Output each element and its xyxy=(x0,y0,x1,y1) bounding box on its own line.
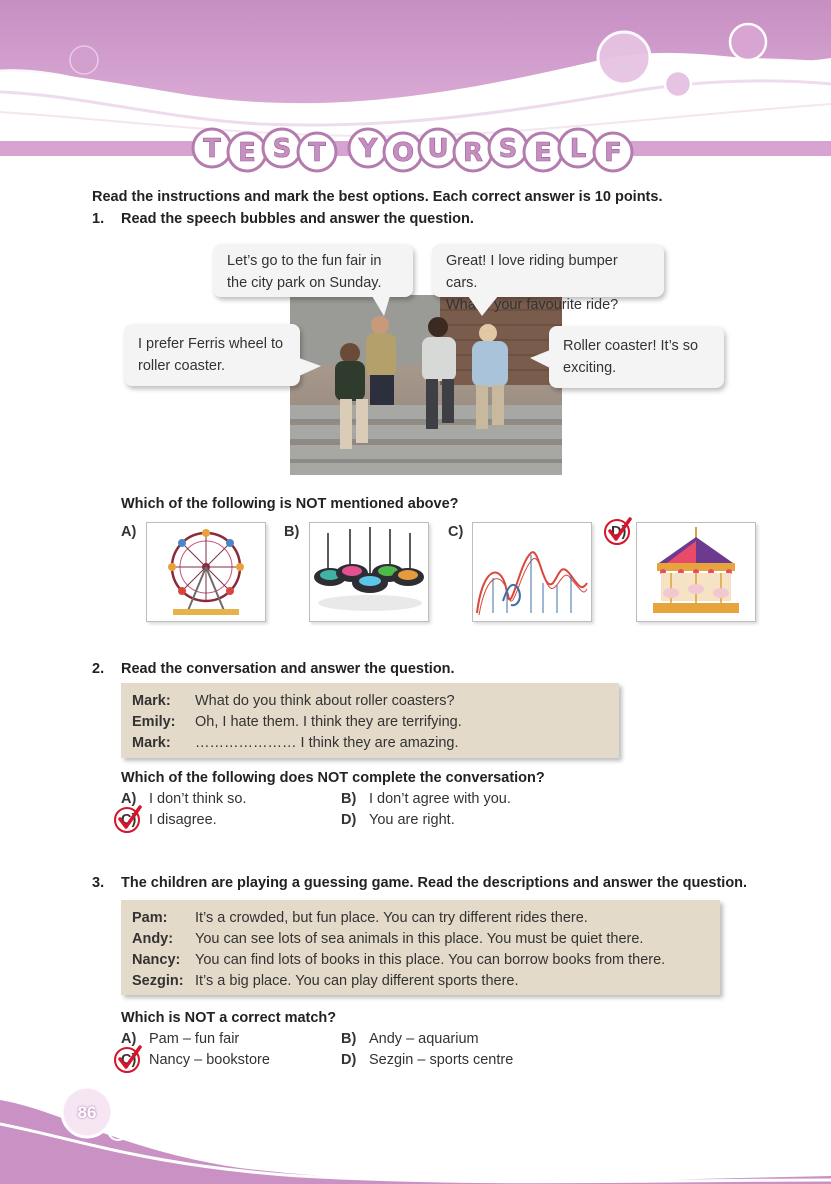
bumper-cars-icon xyxy=(310,523,428,621)
title-letter: Y xyxy=(358,134,378,164)
q2-option-d-letter[interactable]: D) xyxy=(341,812,357,828)
bubble-3-line2: roller coaster. xyxy=(138,358,226,374)
q1-prompt: Read the speech bubbles and answer the question. xyxy=(121,211,474,227)
bubble-4-line2: exciting. xyxy=(563,360,617,376)
instructions: Read the instructions and mark the best options. Each correct answer is 10 points. xyxy=(92,189,663,205)
carousel-icon xyxy=(637,523,755,621)
q3-option-a-text[interactable]: Pam – fun fair xyxy=(149,1031,240,1047)
q3-speaker-1: Pam: xyxy=(132,910,168,926)
q2-option-d-text[interactable]: You are right. xyxy=(369,812,455,828)
speech-bubble-1 xyxy=(213,244,413,297)
title-letter: R xyxy=(462,138,484,168)
q2-speaker-1: Mark: xyxy=(132,693,171,709)
bubble-1-line2: the city park on Sunday. xyxy=(227,275,382,291)
q2-number: 2. xyxy=(92,661,105,677)
q3-option-c-text[interactable]: Nancy – bookstore xyxy=(149,1052,270,1068)
checkmark-icon xyxy=(113,1044,143,1074)
title-letter: S xyxy=(272,134,292,164)
q2-line-2: Oh, I hate them. I think they are terrifying. xyxy=(195,714,462,730)
speech-bubble-3 xyxy=(124,324,300,386)
bubble-3-tail xyxy=(299,358,321,376)
q3-question: Which is NOT a correct match? xyxy=(121,1010,337,1026)
speech-bubble-2 xyxy=(432,244,664,313)
bubble-3-line1: I prefer Ferris wheel to xyxy=(138,336,284,352)
q2-option-a-letter[interactable]: A) xyxy=(121,791,137,807)
q3-line-3: You can find lots of books in this place. You can borrow books from there. xyxy=(195,952,666,968)
q2-conversation-panel xyxy=(121,683,619,758)
q2-option-c-text[interactable]: I disagree. xyxy=(149,812,217,828)
q2-option-c-letter[interactable]: C) xyxy=(121,812,137,828)
title-letter: T xyxy=(203,134,221,164)
q3-option-a-letter[interactable]: A) xyxy=(121,1031,137,1047)
photo-friends-on-steps xyxy=(290,295,562,475)
q1-option-b-image[interactable] xyxy=(309,522,429,622)
q1-option-d-image[interactable] xyxy=(636,522,756,622)
q3-descriptions-panel xyxy=(121,900,720,995)
q1-option-a-image[interactable] xyxy=(146,522,266,622)
roller-coaster-icon xyxy=(473,523,591,621)
q1-question: Which of the following is NOT mentioned above? xyxy=(121,496,459,512)
title-letter: S xyxy=(498,134,518,164)
q3-speaker-2: Andy: xyxy=(132,931,174,947)
q2-prompt: Read the conversation and answer the question. xyxy=(121,661,455,677)
q3-line-1: It’s a crowded, but fun place. You can try different rides there. xyxy=(195,910,588,926)
q2-question: Which of the following does NOT complete the conversation? xyxy=(121,770,545,786)
q3-speaker-3: Nancy: xyxy=(132,952,181,968)
q2-option-a-text[interactable]: I don’t think so. xyxy=(149,791,247,807)
q1-option-c-image[interactable] xyxy=(472,522,592,622)
q3-speaker-4: Sezgin: xyxy=(132,973,184,989)
q3-line-4: It’s a big place. You can play different sports there. xyxy=(195,973,519,989)
q3-option-b-text[interactable]: Andy – aquarium xyxy=(369,1031,479,1047)
title-letter: L xyxy=(569,134,587,164)
q2-option-b-letter[interactable]: B) xyxy=(341,791,357,807)
title-banner xyxy=(188,120,638,176)
footer-wave xyxy=(0,1080,831,1184)
q3-option-d-letter[interactable]: D) xyxy=(341,1052,357,1068)
title-letter: O xyxy=(391,138,415,168)
q2-option-b-text[interactable]: I don’t agree with you. xyxy=(369,791,511,807)
bubble-1-tail xyxy=(372,296,390,316)
test-yourself-title xyxy=(188,120,638,176)
page-number: 86 xyxy=(77,1103,97,1122)
q1-option-a-letter[interactable]: A) xyxy=(121,524,137,540)
bubble-2-tail xyxy=(468,296,498,316)
q2-line-3: ………………… I think they are amazing. xyxy=(195,735,459,751)
ferris-wheel-icon xyxy=(147,523,265,621)
title-letter: E xyxy=(238,138,256,168)
q2-speaker-2: Emily: xyxy=(132,714,176,730)
title-letter: U xyxy=(427,134,449,164)
bubble-4-tail xyxy=(530,350,550,368)
q3-option-b-letter[interactable]: B) xyxy=(341,1031,357,1047)
q2-line-1: What do you think about roller coasters? xyxy=(195,693,455,709)
bubble-2-line1: Great! I love riding bumper cars. xyxy=(446,253,618,291)
title-letter: F xyxy=(604,138,622,168)
checkmark-icon xyxy=(113,804,143,834)
checkmark-icon xyxy=(603,516,633,546)
q3-option-c-letter[interactable]: C) xyxy=(121,1052,137,1068)
q3-line-2: You can see lots of sea animals in this place. You must be quiet there. xyxy=(195,931,644,947)
title-letter: E xyxy=(534,138,552,168)
q1-number: 1. xyxy=(92,211,105,227)
q1-option-d-letter[interactable]: D) xyxy=(611,524,627,540)
bubble-4-line1: Roller coaster! It’s so xyxy=(563,338,699,354)
q3-number: 3. xyxy=(92,875,105,891)
q1-option-c-letter[interactable]: C) xyxy=(448,524,464,540)
bubble-1-line1: Let’s go to the fun fair in xyxy=(227,253,382,269)
q3-option-d-text[interactable]: Sezgin – sports centre xyxy=(369,1052,514,1068)
q3-prompt: The children are playing a guessing game. Read the descriptions and answer the question. xyxy=(121,875,748,891)
title-letter: T xyxy=(308,138,326,168)
q1-option-b-letter[interactable]: B) xyxy=(284,524,300,540)
bubble-2-line2: What’s your favourite ride? xyxy=(446,297,619,313)
speech-bubble-4 xyxy=(549,326,724,388)
q2-speaker-3: Mark: xyxy=(132,735,171,751)
